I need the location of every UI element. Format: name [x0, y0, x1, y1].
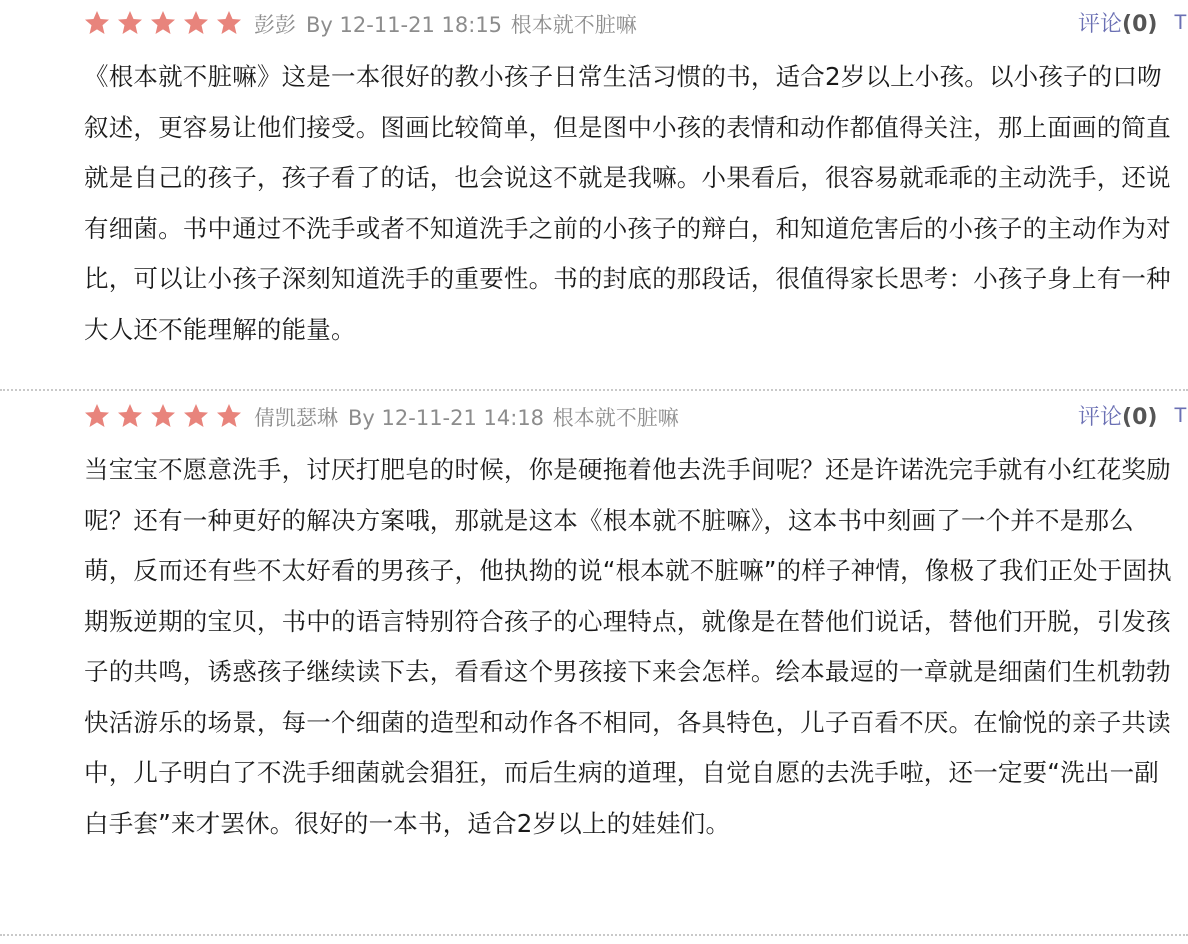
rating-stars: [84, 403, 249, 429]
star-icon: [84, 403, 110, 429]
book-title[interactable]: 根本就不脏嘛: [510, 13, 637, 37]
star-icon: [150, 10, 176, 36]
truncated-link[interactable]: T: [1174, 404, 1187, 427]
comment-count[interactable]: (0): [1122, 405, 1158, 430]
review-date: 12-11-21 18:15: [339, 13, 503, 37]
comment-label[interactable]: 评论: [1078, 12, 1123, 37]
comment-link[interactable]: [1078, 403, 1157, 433]
review-header: [0, 0, 1188, 40]
comment-label[interactable]: 评论: [1078, 405, 1123, 430]
review-meta: [254, 10, 637, 40]
book-title[interactable]: 根本就不脏嘛: [552, 406, 679, 430]
review-meta: [254, 403, 679, 433]
star-icon: [183, 403, 209, 429]
star-icon: [183, 10, 209, 36]
truncated-link[interactable]: T: [1174, 11, 1187, 34]
by-label: By: [306, 13, 333, 37]
star-icon: [117, 403, 143, 429]
review-divider: [0, 389, 1188, 391]
star-icon: [84, 10, 110, 36]
rating-stars: [84, 10, 249, 36]
star-icon: [117, 10, 143, 36]
by-label: By: [348, 406, 375, 430]
review-date: 12-11-21 14:18: [381, 406, 545, 430]
star-icon: [216, 403, 242, 429]
review-divider: [0, 934, 1188, 936]
comment-link[interactable]: [1078, 10, 1157, 40]
review-body: 当宝宝不愿意洗手，讨厌打肥皂的时候，你是硬拖着他去洗手间呢？还是许诺洗完手就有小红花奖励呢？还有一种更好的解决方案哦，那就是这本《根本就不脏嘛》，这本书中刻画了一个并不是那么萌，反而还有些不太好看的男孩子，他执拗的说“根本就不脏嘛”的样子神情，像极了我们正处于固执期叛逆期的宝贝，书中的语言特别符合孩子的心理特点，就像是在替他们说话，替他们开脱，引发孩子的共鸣，诱惑孩子继续读下去，看看这个男孩接下来会怎样。绘本最逗的一章就是细菌们生机勃勃快活游乐的场景，每一个细菌的造型和动作各不相同，各具特色，儿子百看不厌。在愉悦的亲子共读中，儿子明白了不洗手细菌就会猖狂，而后生病的道理，自觉自愿的去洗手啦，还一定要“洗出一副白手套”来才罢休。很好的一本书，适合2岁以上的娃娃们。: [84, 455, 1172, 838]
review-body: 《根本就不脏嘛》这是一本很好的教小孩子日常生活习惯的书，适合2岁以上小孩。以小孩子的口吻叙述，更容易让他们接受。图画比较简单，但是图中小孩的表情和动作都值得关注，那上面画的简直就是自己的孩子，孩子看了的话，也会说这不就是我嘛。小果看后，很容易就乖乖的主动洗手，还说有细菌。书中通过不洗手或者不知道洗手之前的小孩子的辩白，和知道危害后的小孩子的主动作为对比，可以让小孩子深刻知道洗手的重要性。书的封底的那段话，很值得家长思考：小孩子身上有一种大人还不能理解的能量。: [84, 62, 1171, 344]
star-icon: [150, 403, 176, 429]
reviewer-name[interactable]: 倩凯瑟琳: [254, 406, 338, 430]
reviewer-name[interactable]: 彭彭: [254, 13, 296, 37]
comment-count[interactable]: (0): [1122, 12, 1158, 37]
star-icon: [216, 10, 242, 36]
review-header: [0, 393, 1188, 433]
